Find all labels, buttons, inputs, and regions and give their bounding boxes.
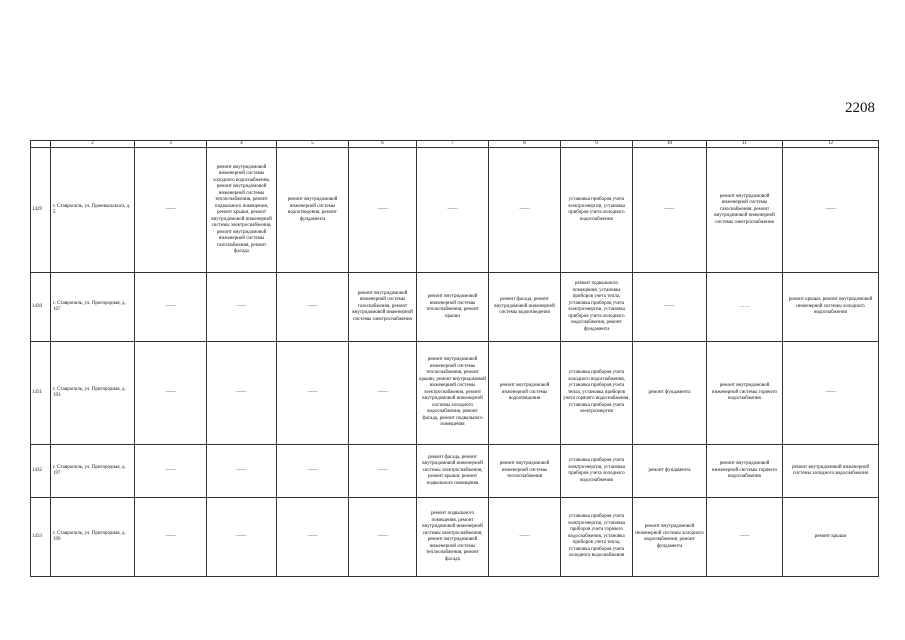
address-cell: г. Ставрополь, ул. Пригородная, д. 167: [51, 273, 135, 342]
table-cell: ремонт внутридомовой инженерной системы горячего водоснабжения: [707, 342, 783, 445]
table-cell: ——: [207, 273, 277, 342]
table-cell: ремонт крыши, ремонт внутридомовой инженерной системы холодного водоснабжения: [783, 273, 879, 342]
table-cell: ——: [135, 148, 207, 273]
column-header: 8: [489, 141, 561, 148]
table-row: [31, 445, 879, 498]
table-cell: ремонт подвального помещения, установка приборов учета тепла, установка приборов учета электроэнергии, установка приборов учета холодного водоснабжения, ремонт фундамента: [561, 273, 633, 342]
table-cell: ——: [135, 342, 207, 445]
row-number: 1429: [31, 148, 51, 273]
address-cell: г. Ставрополь, ул. Пригородная, д. 199: [51, 498, 135, 577]
table-cell: ремонт внутридомовой инженерной системы холодного водоснабжения, ремонт фундамента: [633, 498, 707, 577]
table-cell: ——: [349, 498, 417, 577]
table-cell: ремонт внутридомовой инженерной системы теплоснабжения: [489, 445, 561, 498]
table-cell: ——: [349, 148, 417, 273]
row-number: 1431: [31, 342, 51, 445]
column-header: 10: [633, 141, 707, 148]
table-cell: ——: [633, 273, 707, 342]
column-header: [31, 141, 51, 148]
address-cell: г. Ставрополь, ул. Пржевальского, д. 5: [51, 148, 135, 273]
table-cell: ——: [349, 342, 417, 445]
column-header: 7: [417, 141, 489, 148]
table-cell: ремонт фундамента: [633, 445, 707, 498]
table-cell: ……: [707, 273, 783, 342]
column-header: 9: [561, 141, 633, 148]
table-cell: ремонт внутридомовой инженерной системы теплоснабжения, ремонт крыши: [417, 273, 489, 342]
table-cell: ремонт внутридомовой инженерной системы холодного водоснабжения, ремонт внутридомовой инженерной системы теплоснабжения, ремонт подвального помещения, ремонт крыши, ремонт внутридомовой инженерной системы электроснабжения, ремонт внутридомовой инженерной системы газоснабжения, ремонт фасада: [207, 148, 277, 273]
table-cell: ремонт фасада, ремонт внутридомовой инженерной системы электроснабжения, ремонт крыши, ремонт подвального помещения: [417, 445, 489, 498]
table-cell: установка приборов учета электроэнергии, установка приборов учета горячего водоснабжения, установка приборов учета тепла, установка приборов учета холодного водоснабжения: [561, 498, 633, 577]
table-cell: ремонт внутридомовой инженерной системы теплоснабжения, ремонт крыши, ремонт внутридомовой инженерной системы электроснабжения, ремонт внутридомовой инженерной системы холодного водоснабжения, ремонт фасада, ремонт подвального помещения: [417, 342, 489, 445]
table-cell: ——: [783, 148, 879, 273]
column-numbers-row: [31, 141, 879, 148]
table-cell: ремонт внутридомовой инженерной системы газоснабжения, ремонт внутридомовой инженерной системы электроснабжения: [349, 273, 417, 342]
table-cell: ——: [135, 498, 207, 577]
column-header: 5: [277, 141, 349, 148]
table-cell: ——: [489, 498, 561, 577]
address-cell: г. Ставрополь, ул. Пригородная, д. 197: [51, 445, 135, 498]
column-header: 2: [51, 141, 135, 148]
row-number: 1430: [31, 273, 51, 342]
table-cell: ремонт подвального помещения, ремонт внутридомовой инженерной системы электроснабжения, ремонт внутридомовой инженерной системы теплоснабжения, ремонт фасада: [417, 498, 489, 577]
column-header: 3: [135, 141, 207, 148]
table-cell: ——: [277, 445, 349, 498]
table-cell: ——: [277, 273, 349, 342]
table-cell: ремонт фасада, ремонт внутридомовой инженерной системы водоотведения: [489, 273, 561, 342]
repair-plan-table: [30, 140, 879, 577]
table-cell: ——: [207, 445, 277, 498]
table-cell: установка приборов учета электроэнергии, установка приборов учета холодного водоснабжения: [561, 445, 633, 498]
table-cell: ремонт внутридомовой инженерной системы горячего водоснабжения: [707, 445, 783, 498]
column-header: 6: [349, 141, 417, 148]
address-cell: г. Ставрополь, ул. Пригородная, д. 193: [51, 342, 135, 445]
table-cell: ремонт фундамента: [633, 342, 707, 445]
table-cell: ——: [489, 148, 561, 273]
table-cell: ——: [207, 498, 277, 577]
row-number: 1432: [31, 445, 51, 498]
table-cell: установка приборов учета электроэнергии, установка приборов учета холодного водоснабжения: [561, 148, 633, 273]
column-header: 11: [707, 141, 783, 148]
table-cell: ——: [707, 498, 783, 577]
table-cell: установка приборов учета холодного водоснабжения, установка приборов учета тепла, установка приборов учета горячего водоснабжения, установка приборов учета электроэнергии: [561, 342, 633, 445]
table-cell: ——: [633, 148, 707, 273]
table-cell: ремонт внутридомовой инженерной системы холодного водоснабжения: [783, 445, 879, 498]
table-cell: ——: [783, 342, 879, 445]
table-cell: ——: [135, 445, 207, 498]
table-cell: ——: [349, 445, 417, 498]
table-cell: ремонт внутридомовой инженерной системы водоотведения, ремонт фундамента: [277, 148, 349, 273]
table-cell: ——: [277, 498, 349, 577]
table-row: [31, 498, 879, 577]
table-row: [31, 148, 879, 273]
table-cell: ——: [135, 273, 207, 342]
table-cell: ремонт крыши: [783, 498, 879, 577]
column-header: 12: [783, 141, 879, 148]
table-row: [31, 342, 879, 445]
table-cell: ремонт внутридомовой инженерной системы водоотведения: [489, 342, 561, 445]
table-cell: ——: [207, 342, 277, 445]
table-cell: ——: [417, 148, 489, 273]
table-cell: ——: [277, 342, 349, 445]
table-cell: ремонт внутридомовой инженерной системы газоснабжения, ремонт внутридомовой инженерной системы электроснабжения: [707, 148, 783, 273]
column-header: 4: [207, 141, 277, 148]
page-number: 2208: [845, 100, 875, 116]
row-number: 1433: [31, 498, 51, 577]
table-row: [31, 273, 879, 342]
